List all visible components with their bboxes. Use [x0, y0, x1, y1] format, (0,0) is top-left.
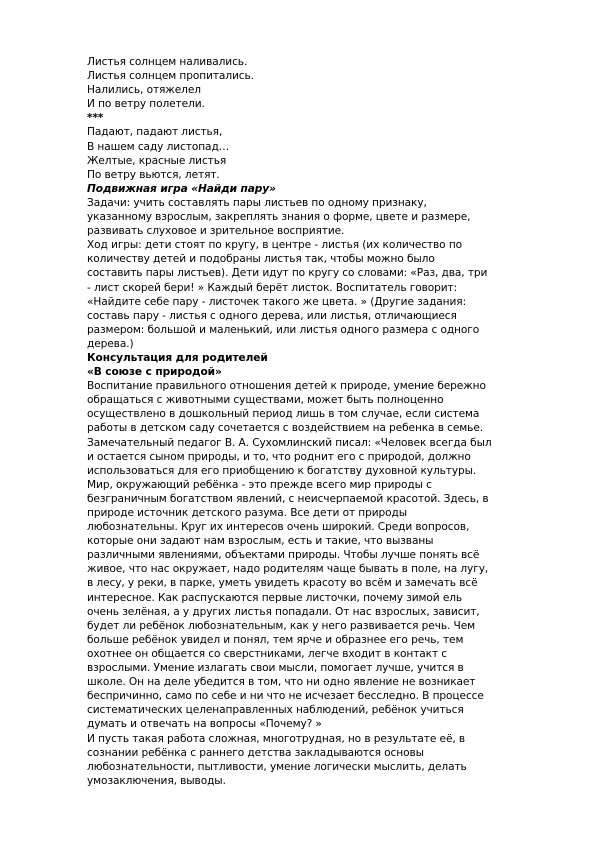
- poem-line: И по ветру полетели.: [87, 98, 205, 111]
- text-line: составь пару - листья с одного дерева, или листья, отличающиеся: [87, 309, 457, 322]
- text-line: природе источник детского разума. Все дети от природы: [87, 507, 408, 519]
- text-line: думать и отвечать на вопросы «Почему? »: [87, 718, 322, 731]
- document-page: [87, 55, 557, 788]
- text-line: умозаключения, выводы.: [87, 774, 226, 787]
- consultation-heading: Консультация для родителей: [87, 351, 268, 364]
- poem-line: Желтые, красные листья: [87, 154, 227, 167]
- text-line: количеству детей и подобраны листья так, чтобы можно было: [87, 253, 435, 266]
- text-line: Ход игры: дети стоят по кругу, в центре - листья (их количество по: [87, 239, 463, 252]
- text-line: безграничным богатством явлений, с неисчерпаемой красотой. Здесь, в: [87, 492, 489, 505]
- text-line: Задачи: учить составлять пары листьев по одному признаку,: [87, 196, 427, 209]
- text-line: взрослыми. Умение излагать свои мысли, помогает лучше, учится в: [87, 662, 464, 675]
- text-line: живое, что нас окружает, надо родителям чаще бывать в поле, на лугу,: [87, 563, 489, 576]
- text-line: осуществлено в дошкольный период лишь в том случае, если система: [87, 408, 480, 421]
- text-line: «Найдите себе пару - листочек такого же цвета. » (Другие задания:: [87, 295, 467, 308]
- text-line: будет ли ребёнок любознательным, как у него развивается речь. Чем: [87, 619, 476, 632]
- game-heading: Подвижная игра «Найди пару»: [87, 182, 276, 195]
- text-line: различными явлениями, объектами природы. Чтобы лучше понять всё: [87, 549, 480, 562]
- poem-line: Падают, падают листья,: [87, 126, 223, 139]
- text-line: беспричинно, само по себе и ни что не исчезает бесследно. В процессе: [87, 690, 484, 703]
- text-line: дерева.): [87, 337, 134, 350]
- text-line: Замечательный педагог В. А. Сухомлинский писал: «Человек всегда был: [87, 436, 492, 449]
- text-line: интересное. Как распускаются первые листочки, почему зимой ель: [87, 591, 463, 604]
- text-line: школе. Он на деле убедится в том, что ни одно явление не возникает: [87, 676, 476, 689]
- text-line: Мир, окружающий ребёнка - это прежде всего мир природы с: [87, 478, 432, 491]
- text-line: сознании ребёнка с раннего детства закладываются основы: [87, 746, 424, 759]
- text-line: и остается сыном природы, и то, что роднит его с природой, должно: [87, 450, 471, 463]
- consultation-body: [87, 379, 557, 788]
- text-line: систематических целенаправленных наблюдений, ребёнок учиться: [87, 704, 464, 717]
- poem-line: Листья солнцем наливались.: [87, 56, 248, 68]
- consultation-subtitle: «В союзе с природой»: [87, 366, 222, 379]
- text-line: указанному взрослым, закреплять знания о форме, цвете и размере,: [87, 211, 471, 224]
- text-line: которые они задают нам взрослым, есть и такие, что вызваны: [87, 535, 434, 548]
- poem-line: Налились, отяжелел: [87, 84, 201, 97]
- text-line: размером: большой и маленький, или листья одного размера с одного: [87, 323, 480, 336]
- poem-line: Листья солнцем пропитались.: [87, 70, 254, 83]
- text-line: любознательности, пытливости, умение логически мыслить, делать: [87, 760, 467, 773]
- poem-autumn-leaves: [87, 55, 557, 111]
- text-line: в лесу, у реки, в парке, уметь увидеть красоту во всём и замечать всё: [87, 577, 478, 590]
- poem-leaf-fall: [87, 125, 557, 181]
- text-line: охотнее он общается со сверстниками, легче входит в контакт с: [87, 647, 448, 660]
- text-line: И пусть такая работа сложная, многотрудная, но в результате её, в: [87, 732, 466, 745]
- text-line: использоваться для его приобщению к богатству духовной культуры.: [87, 464, 477, 477]
- text-line: очень зелёная, а у других листья попадали. От нас взрослых, зависит,: [87, 605, 480, 618]
- poem-line: В нашем саду листопад…: [87, 140, 230, 153]
- poem-line: По ветру вьются, летят.: [87, 168, 220, 181]
- game-description: [87, 196, 557, 351]
- text-line: развивать слуховое и зрительное восприятие.: [87, 225, 345, 238]
- text-line: больше ребёнок увидел и понял, тем ярче и образнее его речь, тем: [87, 633, 464, 646]
- stanza-separator: ***: [87, 112, 104, 125]
- text-line: составить пары листьев). Дети идут по кругу со словами: «Раз, два, три: [87, 267, 488, 280]
- text-line: Воспитание правильного отношения детей к природе, умение бережно: [87, 380, 486, 393]
- text-line: обращаться с животными существами, может быть полноценно: [87, 394, 444, 407]
- text-line: работы в детском саду сочетается с воздействием на ребенка в семье.: [87, 422, 484, 435]
- text-line: - лист скорей бери! » Каждый берёт листок. Воспитатель говорит:: [87, 281, 458, 294]
- text-line: любознательны. Круг их интересов очень широкий. Среди вопросов,: [87, 521, 470, 534]
